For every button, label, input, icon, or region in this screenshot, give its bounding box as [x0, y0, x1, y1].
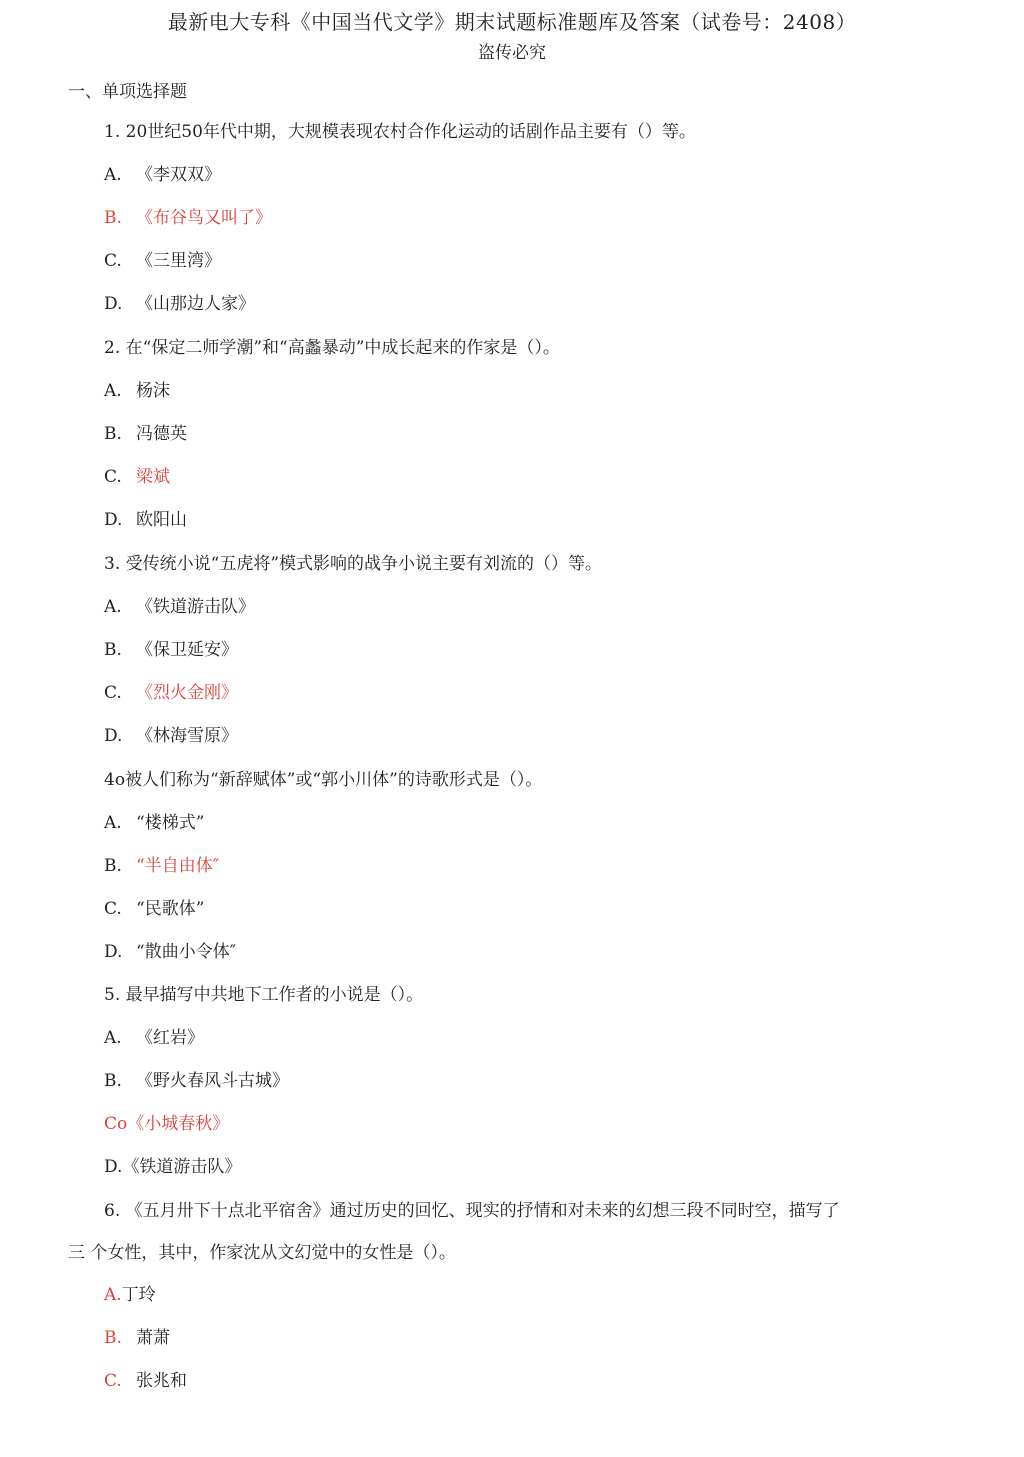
option-text: 《布谷鸟又叫了》 [136, 208, 272, 228]
q1-option-a [104, 160, 221, 185]
question-4: 4o被人们称为“新辞赋体”或“郭小川体”的诗歌形式是（）。 [104, 770, 543, 790]
q4-option-b-answer [104, 851, 219, 876]
option-label: B. [104, 1071, 122, 1091]
option-label: A. [104, 381, 122, 401]
option-text: 冯德英 [136, 424, 187, 444]
q5-option-c-answer [104, 1109, 229, 1134]
option-label: B. [104, 424, 122, 444]
option-text: “散曲小令体″ [136, 942, 237, 962]
q4-option-a [104, 808, 204, 833]
option-text: 《铁道游击队》 [122, 1157, 242, 1177]
question-6-continuation: 三 个女性，其中，作家沈从文幻觉中的女性是（）。 [68, 1243, 456, 1263]
q3-option-a [104, 592, 255, 617]
option-text: 《野火春风斗古城》 [136, 1071, 289, 1091]
option-text: 《三里湾》 [136, 251, 221, 271]
option-text: 《保卫延安》 [136, 640, 238, 660]
option-label: C. [104, 1371, 122, 1391]
option-text: 《铁道游击队》 [136, 597, 255, 617]
option-label: B. [104, 1328, 122, 1348]
option-text: 《小城春秋》 [127, 1114, 230, 1134]
option-label: C. [104, 683, 122, 703]
option-label: D. [104, 294, 123, 314]
q6-option-c-answer [104, 1366, 187, 1391]
q2-option-b [104, 419, 187, 444]
option-label: D. [104, 726, 123, 746]
option-label: A. [104, 1285, 122, 1305]
q5-option-a [104, 1023, 204, 1048]
option-text: 杨沫 [136, 381, 170, 401]
document-subtitle: 盗传必究 [478, 43, 546, 63]
option-text: 梁斌 [136, 467, 170, 487]
q5-option-d [104, 1152, 241, 1177]
option-text: 《山那边人家》 [136, 294, 255, 314]
option-text: 《烈火金刚》 [136, 683, 238, 703]
q3-option-d [104, 721, 238, 746]
option-label: D. [104, 1157, 123, 1177]
option-label: C. [104, 251, 122, 271]
q5-option-b [104, 1066, 289, 1091]
option-text: 萧萧 [136, 1328, 170, 1348]
question-3: 3. 受传统小说“五虎将”模式影响的战争小说主要有刘流的（）等。 [104, 554, 603, 574]
document-title: 最新电大专科《中国当代文学》期末试题标准题库及答案（试卷号：2408） [167, 10, 857, 34]
q1-option-b-answer [104, 203, 272, 228]
option-label: B. [104, 856, 122, 876]
option-label: C. [104, 899, 122, 919]
option-text: 《林海雪原》 [136, 726, 238, 746]
option-label: D. [104, 942, 123, 962]
q2-option-c-answer [104, 462, 170, 487]
q1-option-d [104, 289, 255, 314]
question-1: 1. 20世纪50年代中期，大规模表现农村合作化运动的话剧作品主要有（）等。 [104, 122, 696, 142]
option-text: 《红岩》 [136, 1028, 204, 1048]
question-2: 2. 在“保定二师学潮”和“高蠡暴动”中成长起来的作家是（）。 [104, 338, 560, 358]
q1-option-c [104, 246, 221, 271]
q3-option-b [104, 635, 238, 660]
q6-option-a-answer [104, 1280, 156, 1305]
q2-option-a [104, 376, 170, 401]
q4-option-c [104, 894, 204, 919]
section-title: 一、单项选择题 [68, 82, 187, 102]
q2-option-d [104, 505, 187, 530]
option-label: Co [104, 1114, 128, 1134]
question-5: 5. 最早描写中共地下工作者的小说是（）。 [104, 985, 424, 1005]
q6-option-b-answer [104, 1323, 170, 1348]
option-label: A. [104, 597, 122, 617]
option-label: A. [104, 1028, 122, 1048]
option-label: B. [104, 208, 122, 228]
question-6: 6. 《五月卅下十点北平宿舍》通过历史的回忆、现实的抒情和对未来的幻想三段不同时空，描写了 [104, 1201, 840, 1221]
option-label: C. [104, 467, 122, 487]
option-text: 《李双双》 [136, 165, 221, 185]
option-text: 张兆和 [136, 1371, 187, 1391]
option-text: 丁玲 [121, 1285, 156, 1305]
option-text: 欧阳山 [136, 510, 187, 530]
option-label: A. [104, 813, 122, 833]
option-label: D. [104, 510, 123, 530]
option-text: “民歌体” [136, 899, 205, 919]
option-text: “楼梯式” [136, 813, 205, 833]
option-label: A. [104, 165, 122, 185]
option-text: “半自由体″ [136, 856, 220, 876]
q3-option-c-answer [104, 678, 238, 703]
q4-option-d [104, 937, 236, 962]
option-label: B. [104, 640, 122, 660]
